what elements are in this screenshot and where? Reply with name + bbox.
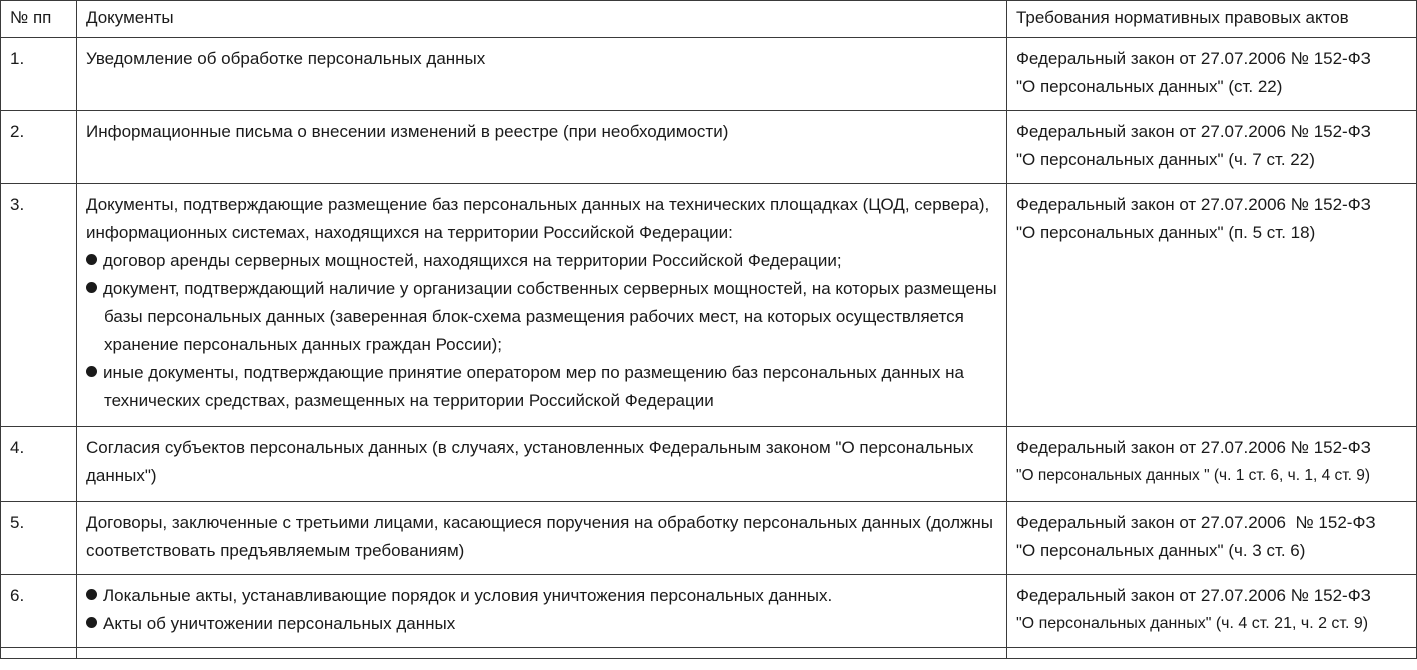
list-item <box>86 359 998 415</box>
requirement-article: "О персональных данных " (ч. 1 ст. 6, ч. 1, 4 ст. 9) <box>1016 467 1371 484</box>
table-row <box>1 427 1417 502</box>
document-cell: Информационные письма о внесении изменений в реестре (при необходимости) <box>77 111 1007 184</box>
table-row-partial <box>1 648 1417 659</box>
requirement-cell <box>1007 502 1417 575</box>
row-number: 3. <box>1 184 77 427</box>
document-cell <box>77 575 1007 648</box>
requirement-cell <box>1007 427 1417 502</box>
list-item-text: иные документы, подтверждающие принятие оператором мер по размещению баз персональных данных на технических средствах, размещенных на территории Российской Федерации <box>103 363 964 410</box>
table-header-row <box>1 1 1417 38</box>
requirement-law: Федеральный закон от 27.07.2006 № 152-ФЗ <box>1016 586 1371 605</box>
requirement-cell <box>1007 575 1417 648</box>
requirement-cell <box>1007 38 1417 111</box>
list-item-text: Акты об уничтожении персональных данных <box>103 614 456 633</box>
list-item-text: документ, подтверждающий наличие у организации собственных серверных мощностей, на которых размещены базы персональных данных (заверенная блок-схема размещения рабочих мест, на которых осуществляется хранение персональных данных граждан России); <box>103 279 997 354</box>
bullet-icon <box>86 254 97 265</box>
row-number: 6. <box>1 575 77 648</box>
list-item-text: договор аренды серверных мощностей, находящихся на территории Российской Федерации; <box>103 251 842 270</box>
document-intro: Документы, подтверждающие размещение баз персональных данных на технических площадках (ЦОД, сервера), информационных системах, находящихся на территории Российской Федерации: <box>86 195 990 242</box>
table-row <box>1 502 1417 575</box>
requirement-law: Федеральный закон от 27.07.2006 № 152-ФЗ <box>1016 122 1371 141</box>
table-row <box>1 111 1417 184</box>
list-item <box>86 610 998 638</box>
row-number: 4. <box>1 427 77 502</box>
requirement-law: Федеральный закон от 27.07.2006 № 152-ФЗ <box>1016 438 1371 457</box>
requirement-law: Федеральный закон от 27.07.2006 № 152-ФЗ <box>1016 195 1371 214</box>
list-item-text: Локальные акты, устанавливающие порядок и условия уничтожения персональных данных. <box>103 586 833 605</box>
table-row <box>1 575 1417 648</box>
document-cell: Согласия субъектов персональных данных (в случаях, установленных Федеральным законом "О персональных данных") <box>77 427 1007 502</box>
document-cell <box>77 184 1007 427</box>
requirement-article: "О персональных данных" (ст. 22) <box>1016 77 1283 96</box>
document-cell: Уведомление об обработке персональных данных <box>77 38 1007 111</box>
table-row <box>1 184 1417 427</box>
header-documents: Документы <box>77 1 1007 38</box>
header-num: № пп <box>1 1 77 38</box>
table-row <box>1 38 1417 111</box>
requirement-cell <box>1007 184 1417 427</box>
row-number: 2. <box>1 111 77 184</box>
row-number: 1. <box>1 38 77 111</box>
bullet-icon <box>86 589 97 600</box>
bullet-icon <box>86 282 97 293</box>
requirement-article: "О персональных данных" (ч. 7 ст. 22) <box>1016 150 1315 169</box>
bullet-icon <box>86 366 97 377</box>
header-requirements: Требования нормативных правовых актов <box>1007 1 1417 38</box>
list-item <box>86 247 998 275</box>
requirement-cell <box>1007 111 1417 184</box>
requirement-law: Федеральный закон от 27.07.2006 № 152-ФЗ <box>1016 513 1376 532</box>
requirement-article: "О персональных данных" (ч. 4 ст. 21, ч. 2 ст. 9) <box>1016 615 1369 632</box>
requirement-law: Федеральный закон от 27.07.2006 № 152-ФЗ <box>1016 49 1371 68</box>
bullet-icon <box>86 617 97 628</box>
list-item <box>86 275 998 359</box>
document-cell: Договоры, заключенные с третьими лицами, касающиеся поручения на обработку персональных данных (должны соответствовать предъявляемым требованиям) <box>77 502 1007 575</box>
requirement-article: "О персональных данных" (ч. 3 ст. 6) <box>1016 541 1306 560</box>
row-number: 5. <box>1 502 77 575</box>
list-item <box>86 582 998 610</box>
requirement-article: "О персональных данных" (п. 5 ст. 18) <box>1016 223 1316 242</box>
